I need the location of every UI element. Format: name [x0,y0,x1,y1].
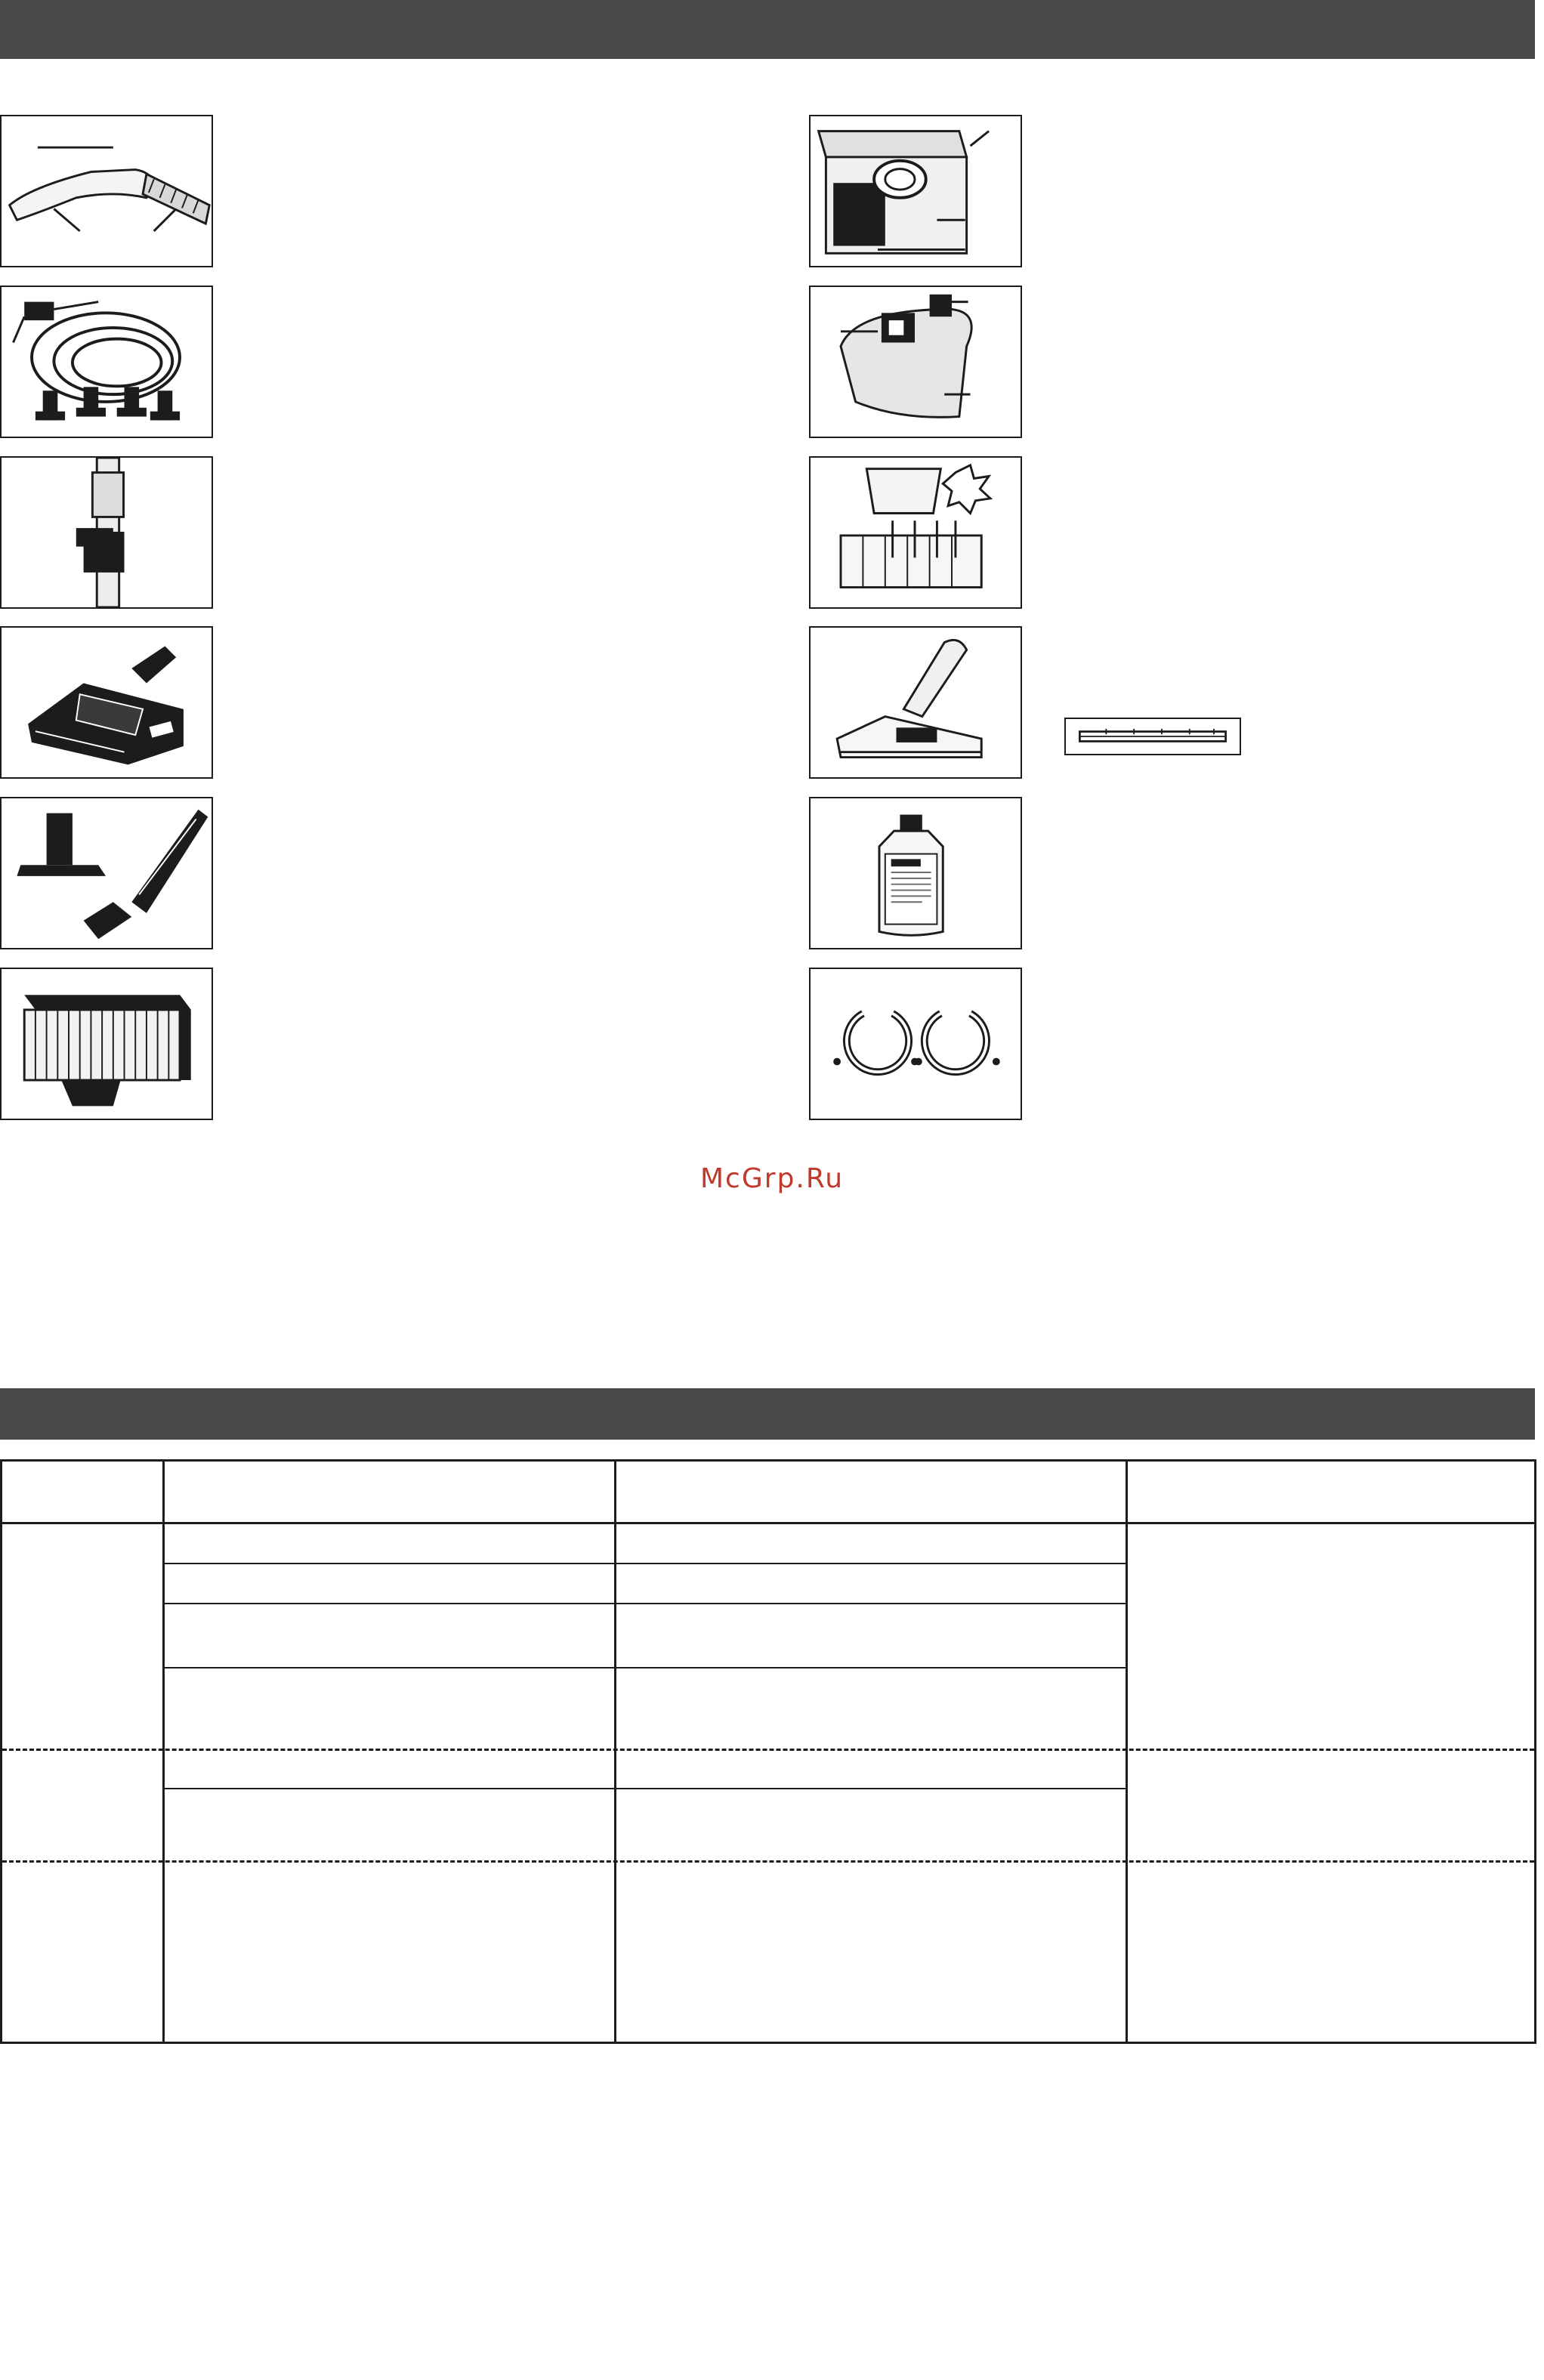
table-group-separator [2,1749,1534,1751]
upholstery-crevice-nozzle-icon [2,798,212,948]
hose-set-image [0,286,213,438]
floor-nozzle-image [0,626,213,779]
water-tank-image [809,286,1022,438]
column-divider [162,1462,165,2042]
column-divider [1126,1462,1128,2042]
nozzle-strip-icon [1066,719,1240,754]
table-section-header-bar [0,1388,1535,1440]
troubleshooting-table [0,1459,1536,2044]
hose-clips-icon [811,969,1021,1119]
hepa-filter-icon [2,969,212,1119]
wet-nozzle-image [809,626,1022,779]
table-row-rule [162,1603,1128,1604]
water-tank-icon [811,287,1021,437]
watermark-text: McGrp.Ru [699,1163,845,1194]
wet-nozzle-icon [811,628,1021,777]
nozzle-strip-image [1064,718,1241,755]
table-row-rule [162,1563,1128,1564]
filter-insert-icon [811,458,1021,607]
filter-housing-icon [811,116,1021,266]
hose-set-icon [2,287,212,437]
upholstery-crevice-nozzle-image [0,797,213,949]
table-row-rule [162,1788,1128,1789]
hepa-filter-image [0,968,213,1120]
detergent-bottle-icon [811,798,1021,948]
hose-clips-image [809,968,1022,1120]
filter-housing-image [809,115,1022,267]
detergent-bottle-image [809,797,1022,949]
handle-hose-icon [2,116,212,266]
floor-nozzle-icon [2,628,212,777]
extension-tube-image [0,456,213,609]
table-group-separator [2,1860,1534,1863]
extension-tube-icon [2,458,212,607]
table-row-rule [162,1667,1128,1668]
table-header-rule [2,1522,1534,1524]
column-divider [614,1462,616,2042]
filter-insert-image [809,456,1022,609]
handle-hose-image [0,115,213,267]
section-header-bar [0,0,1535,59]
